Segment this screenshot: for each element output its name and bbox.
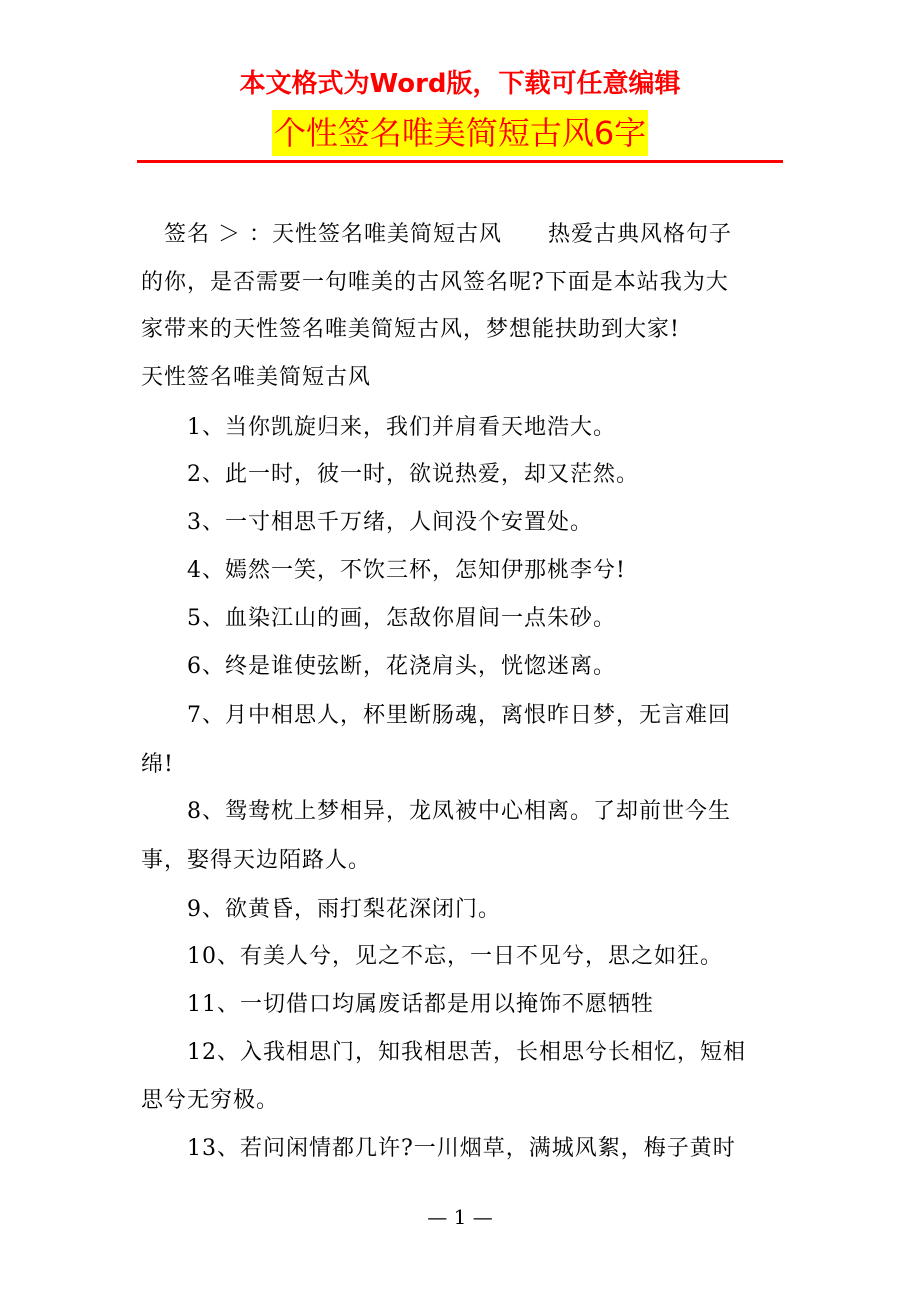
list-item: 4、嫣然一笑，不饮三杯，怎知伊那桃李兮! <box>141 558 626 583</box>
format-notice: 本文格式为Word版，下载可任意编辑 <box>239 69 681 99</box>
list-item: 2、此一时，彼一时，欲说热爱，却又茫然。 <box>141 462 639 487</box>
list-item-continued: 思兮无穷极。 <box>141 1088 280 1113</box>
list-item: 7、月中相思人，杯里断肠魂，离恨昨日梦，无言难回 <box>141 703 731 728</box>
list-item: 6、终是谁使弦断，花浇肩头，恍惚迷离。 <box>141 654 616 679</box>
list-item: 9、欲黄昏，雨打梨花深闭门。 <box>141 897 501 922</box>
document-title: 个性签名唯美简短古风6字 <box>272 110 648 156</box>
body-line: 的你，是否需要一句唯美的古风签名呢?下面是本站我为大 <box>141 270 729 295</box>
body-line: 签名 ＞ ：天性签名唯美简短古风 热爱古典风格句子 <box>141 222 732 247</box>
title-divider <box>137 160 783 163</box>
list-item: 10、有美人兮，见之不忘，一日不见兮，思之如狂。 <box>141 944 723 969</box>
list-item-continued: 事，娶得天边陌路人。 <box>141 848 372 873</box>
list-item: 11、一切借口均属废话都是用以掩饰不愿牺牲 <box>141 992 654 1017</box>
section-heading: 天性签名唯美简短古风 <box>141 365 372 390</box>
list-item: 8、鸳鸯枕上梦相异，龙凤被中心相离。了却前世今生 <box>141 799 731 824</box>
title-container <box>0 110 920 156</box>
list-item: 13、若问闲情都几许?一川烟草，满城风絮，梅子黄时 <box>141 1136 736 1161</box>
list-item-continued: 绵! <box>141 752 174 777</box>
list-item: 5、血染江山的画，怎敌你眉间一点朱砂。 <box>141 606 616 631</box>
list-item: 12、入我相思门，知我相思苦，长相思兮长相忆，短相 <box>141 1040 746 1065</box>
list-item: 3、一寸相思千万绪，人间没个安置处。 <box>141 510 593 535</box>
body-line: 家带来的天性签名唯美简短古风，梦想能扶助到大家! <box>141 317 680 342</box>
list-item: 1、当你凯旋归来，我们并肩看天地浩大。 <box>141 415 616 440</box>
page-number: — 1 — <box>427 1205 493 1229</box>
